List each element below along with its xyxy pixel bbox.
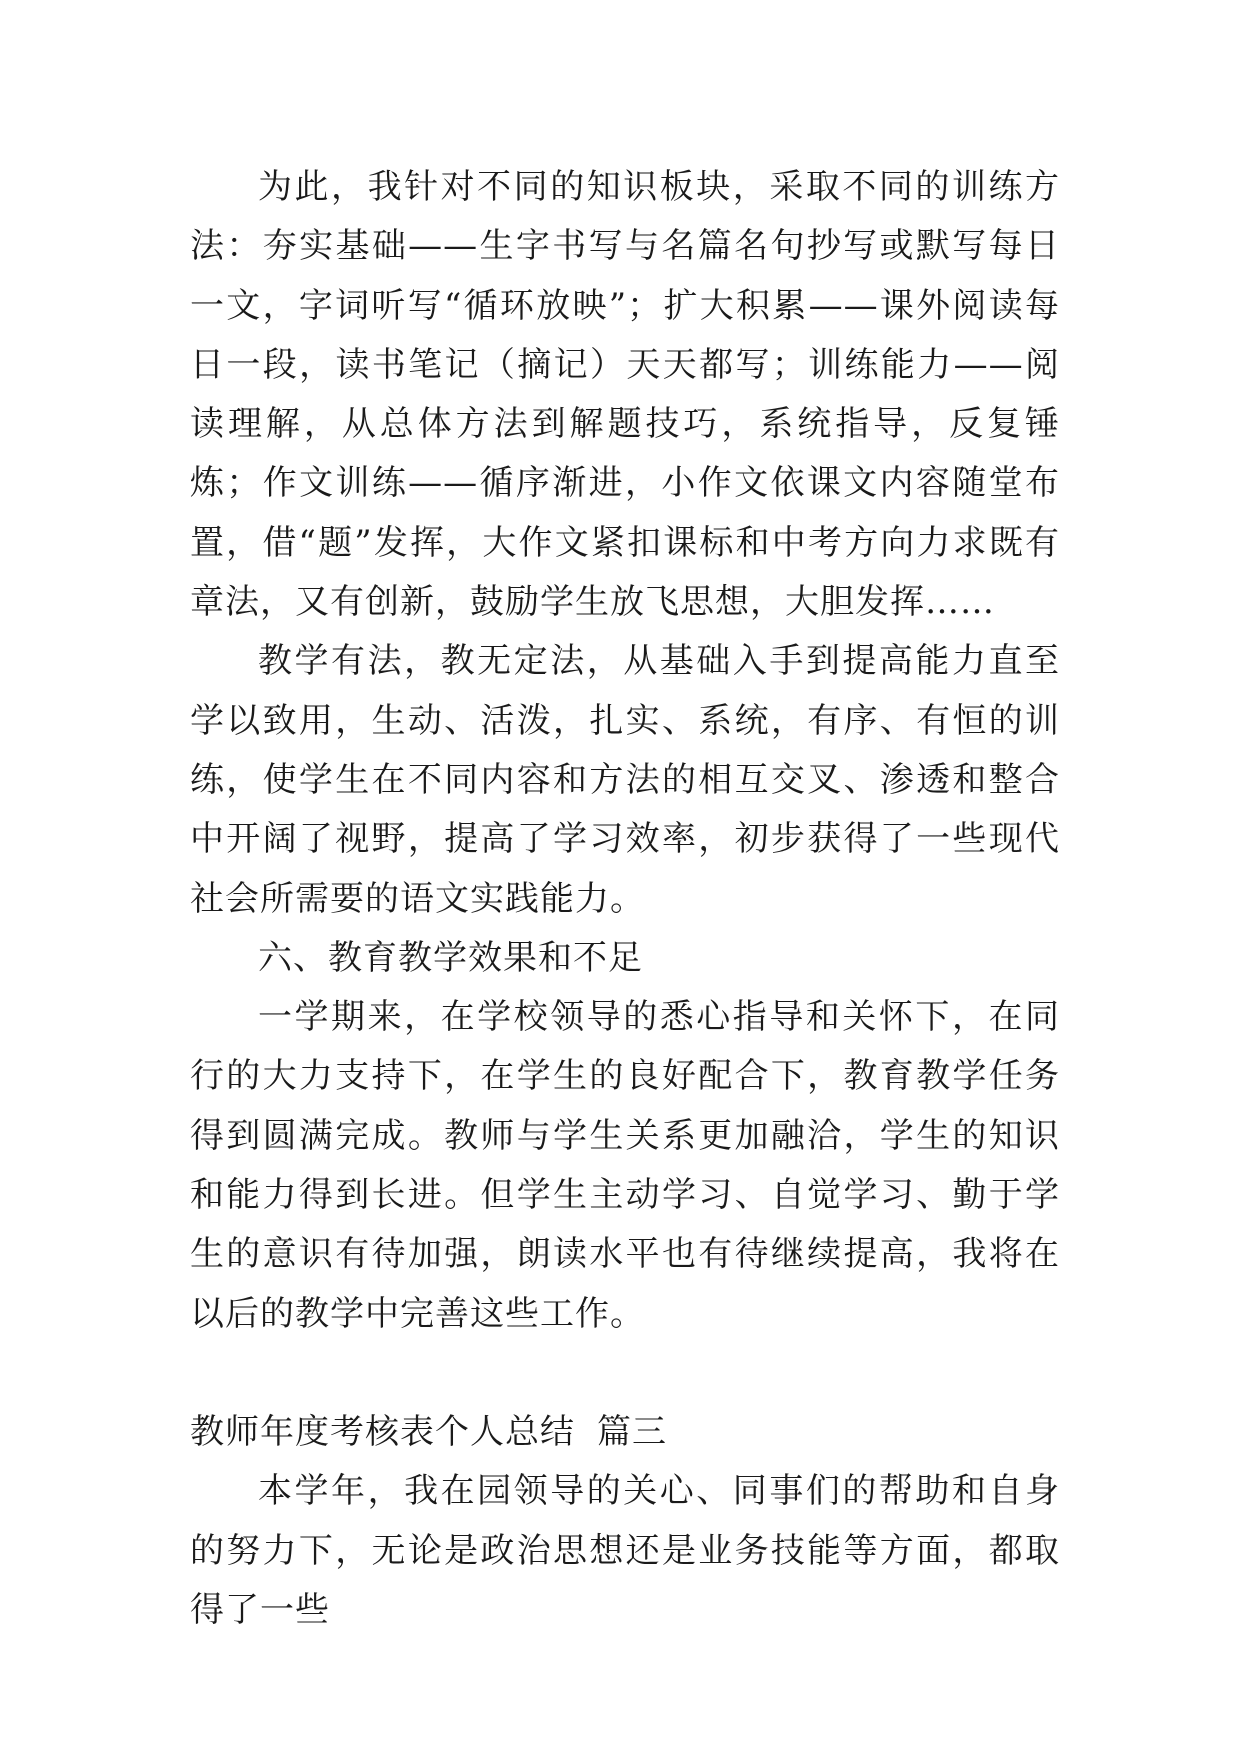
section-title-text: 教师年度考核表个人总结: [190, 1411, 575, 1452]
paragraph-teaching-method: 教学有法，教无定法，从基础入手到提高能力直至学以致用，生动、活泼，扎实、系统，有序、有恒的训练，使学生在不同内容和方法的相互交叉、渗透和整合中开阔了视野，提高了学习效率，初步获得了一些现代社会所需要的语文实践能力。: [190, 641, 1060, 919]
paragraph-section-three: 本学年，我在园领导的关心、同事们的帮助和自身的努力下，无论是政治思想还是业务技能等方面，都取得了一些: [190, 1471, 1060, 1630]
paragraph-training-methods: 为此，我针对不同的知识板块，采取不同的训练方法：夯实基础——生字书写与名篇名句抄写或默写每日一文，字词听写“循环放映”；扩大积累——课外阅读每日一段，读书笔记（摘记）天天都写；训练能力——阅读理解，从总体方法到解题技巧，系统指导，反复锤炼；作文训练——循序渐进，小作文依课文内容随堂布置，借“题”发挥，大作文紧扣课标和中考方向力求既有章法，又有创新，鼓励学生放飞思想，大胆发挥……: [190, 167, 1060, 623]
section-label: 篇三: [597, 1411, 667, 1452]
section-title: [190, 1403, 1060, 1462]
document-body: [190, 158, 1060, 1640]
heading-six: 六、教育教学效果和不足: [258, 937, 643, 978]
paragraph-results: 一学期来，在学校领导的悉心指导和关怀下，在同行的大力支持下，在学生的良好配合下，教育教学任务得到圆满完成。教师与学生关系更加融洽，学生的知识和能力得到长进。但学生主动学习、自觉学习、勤于学生的意识有待加强，朗读水平也有待继续提高，我将在以后的教学中完善这些工作。: [190, 997, 1060, 1334]
